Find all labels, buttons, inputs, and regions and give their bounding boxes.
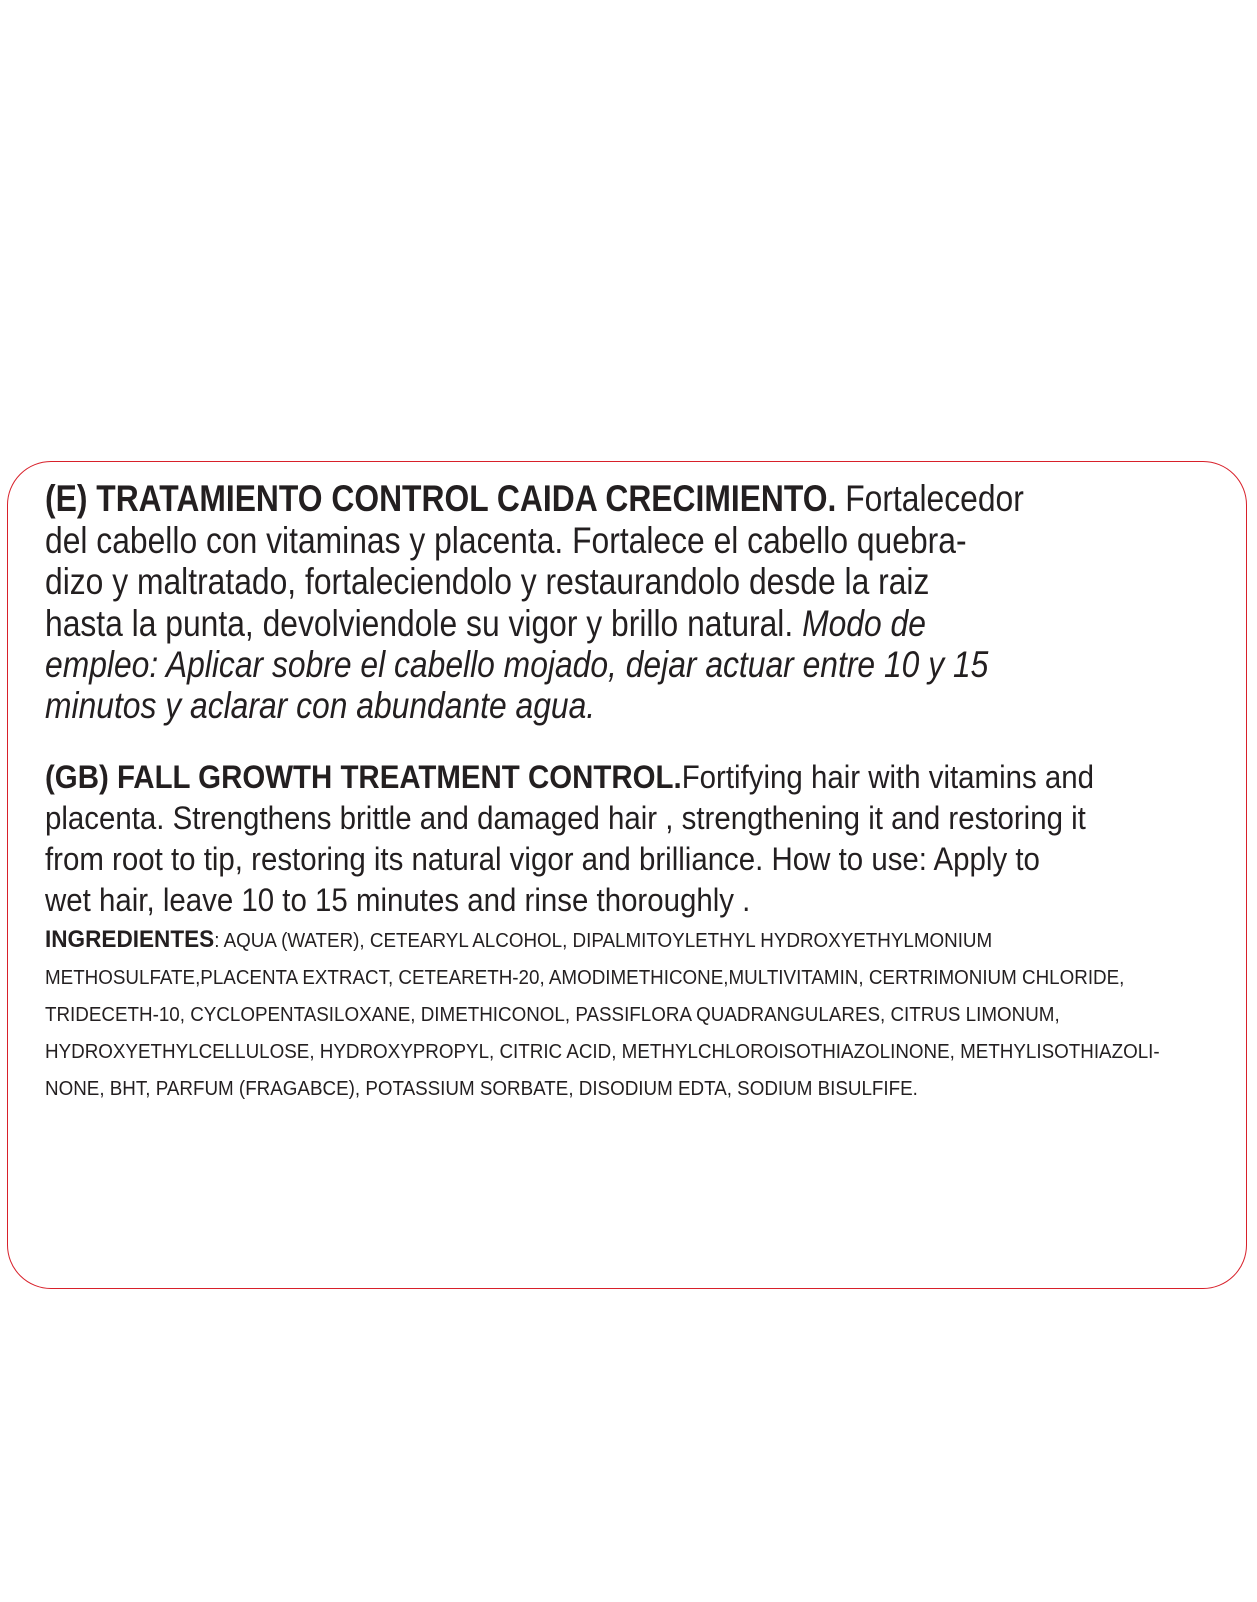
spanish-line-2: del cabello con vitaminas y placenta. Fortalece el cabello quebra- xyxy=(45,520,967,561)
ingredients-text: : AQUA (WATER), CETEARYL ALCOHOL, DIPALMITOYLETHYL HYDROXYETHYLMONIUM xyxy=(214,930,993,952)
ingredients-heading: INGREDIENTES xyxy=(45,926,215,953)
usage-instructions-start: Modo de xyxy=(802,603,926,644)
english-line-4: wet hair, leave 10 to 15 minutes and rinse thoroughly . xyxy=(45,882,751,918)
english-heading: (GB) FALL GROWTH TREATMENT CONTROL. xyxy=(45,759,682,795)
ingredients-line-4: HYDROXYETHYLCELLULOSE, HYDROXYPROPYL, CITRIC ACID, METHYLCHLOROISOTHIAZOLINONE, METHYLISOTHIAZOLI- xyxy=(45,1041,1160,1063)
spanish-line-4 xyxy=(45,603,926,645)
spanish-text: hasta la punta, devolviendole su vigor y brillo natural. xyxy=(45,603,803,644)
spanish-line-1 xyxy=(45,478,1024,520)
english-text: Fortifying hair with vitamins and xyxy=(681,759,1095,795)
english-line-2: placenta. Strengthens brittle and damaged hair , strengthening it and restoring it xyxy=(45,800,1086,836)
ingredients-line-5: NONE, BHT, PARFUM (FRAGABCE), POTASSIUM SORBATE, DISODIUM EDTA, SODIUM BISULFIFE. xyxy=(45,1078,918,1100)
spanish-heading: (E) TRATAMIENTO CONTROL CAIDA CRECIMIENTO. xyxy=(45,478,837,519)
ingredients-line-1 xyxy=(45,926,992,955)
ingredients-line-3: TRIDECETH-10, CYCLOPENTASILOXANE, DIMETHICONOL, PASSIFLORA QUADRANGULARES, CITRUS LIMONUM, xyxy=(45,1004,1060,1026)
english-line-3: from root to tip, restoring its natural vigor and brilliance. How to use: Apply to xyxy=(45,841,1040,877)
spanish-usage-line-2: minutos y aclarar con abundante agua. xyxy=(45,685,596,726)
spanish-text: Fortalecedor xyxy=(836,478,1024,519)
spanish-usage-line-1: empleo: Aplicar sobre el cabello mojado, dejar actuar entre 10 y 15 xyxy=(45,644,989,685)
ingredients-line-2: METHOSULFATE,PLACENTA EXTRACT, CETEARETH-20, AMODIMETHICONE,MULTIVITAMIN, CERTRIMONIUM CHLORIDE, xyxy=(45,967,1125,989)
english-line-1 xyxy=(45,757,1094,797)
spanish-line-3: dizo y maltratado, fortaleciendolo y restaurandolo desde la raiz xyxy=(45,561,930,602)
